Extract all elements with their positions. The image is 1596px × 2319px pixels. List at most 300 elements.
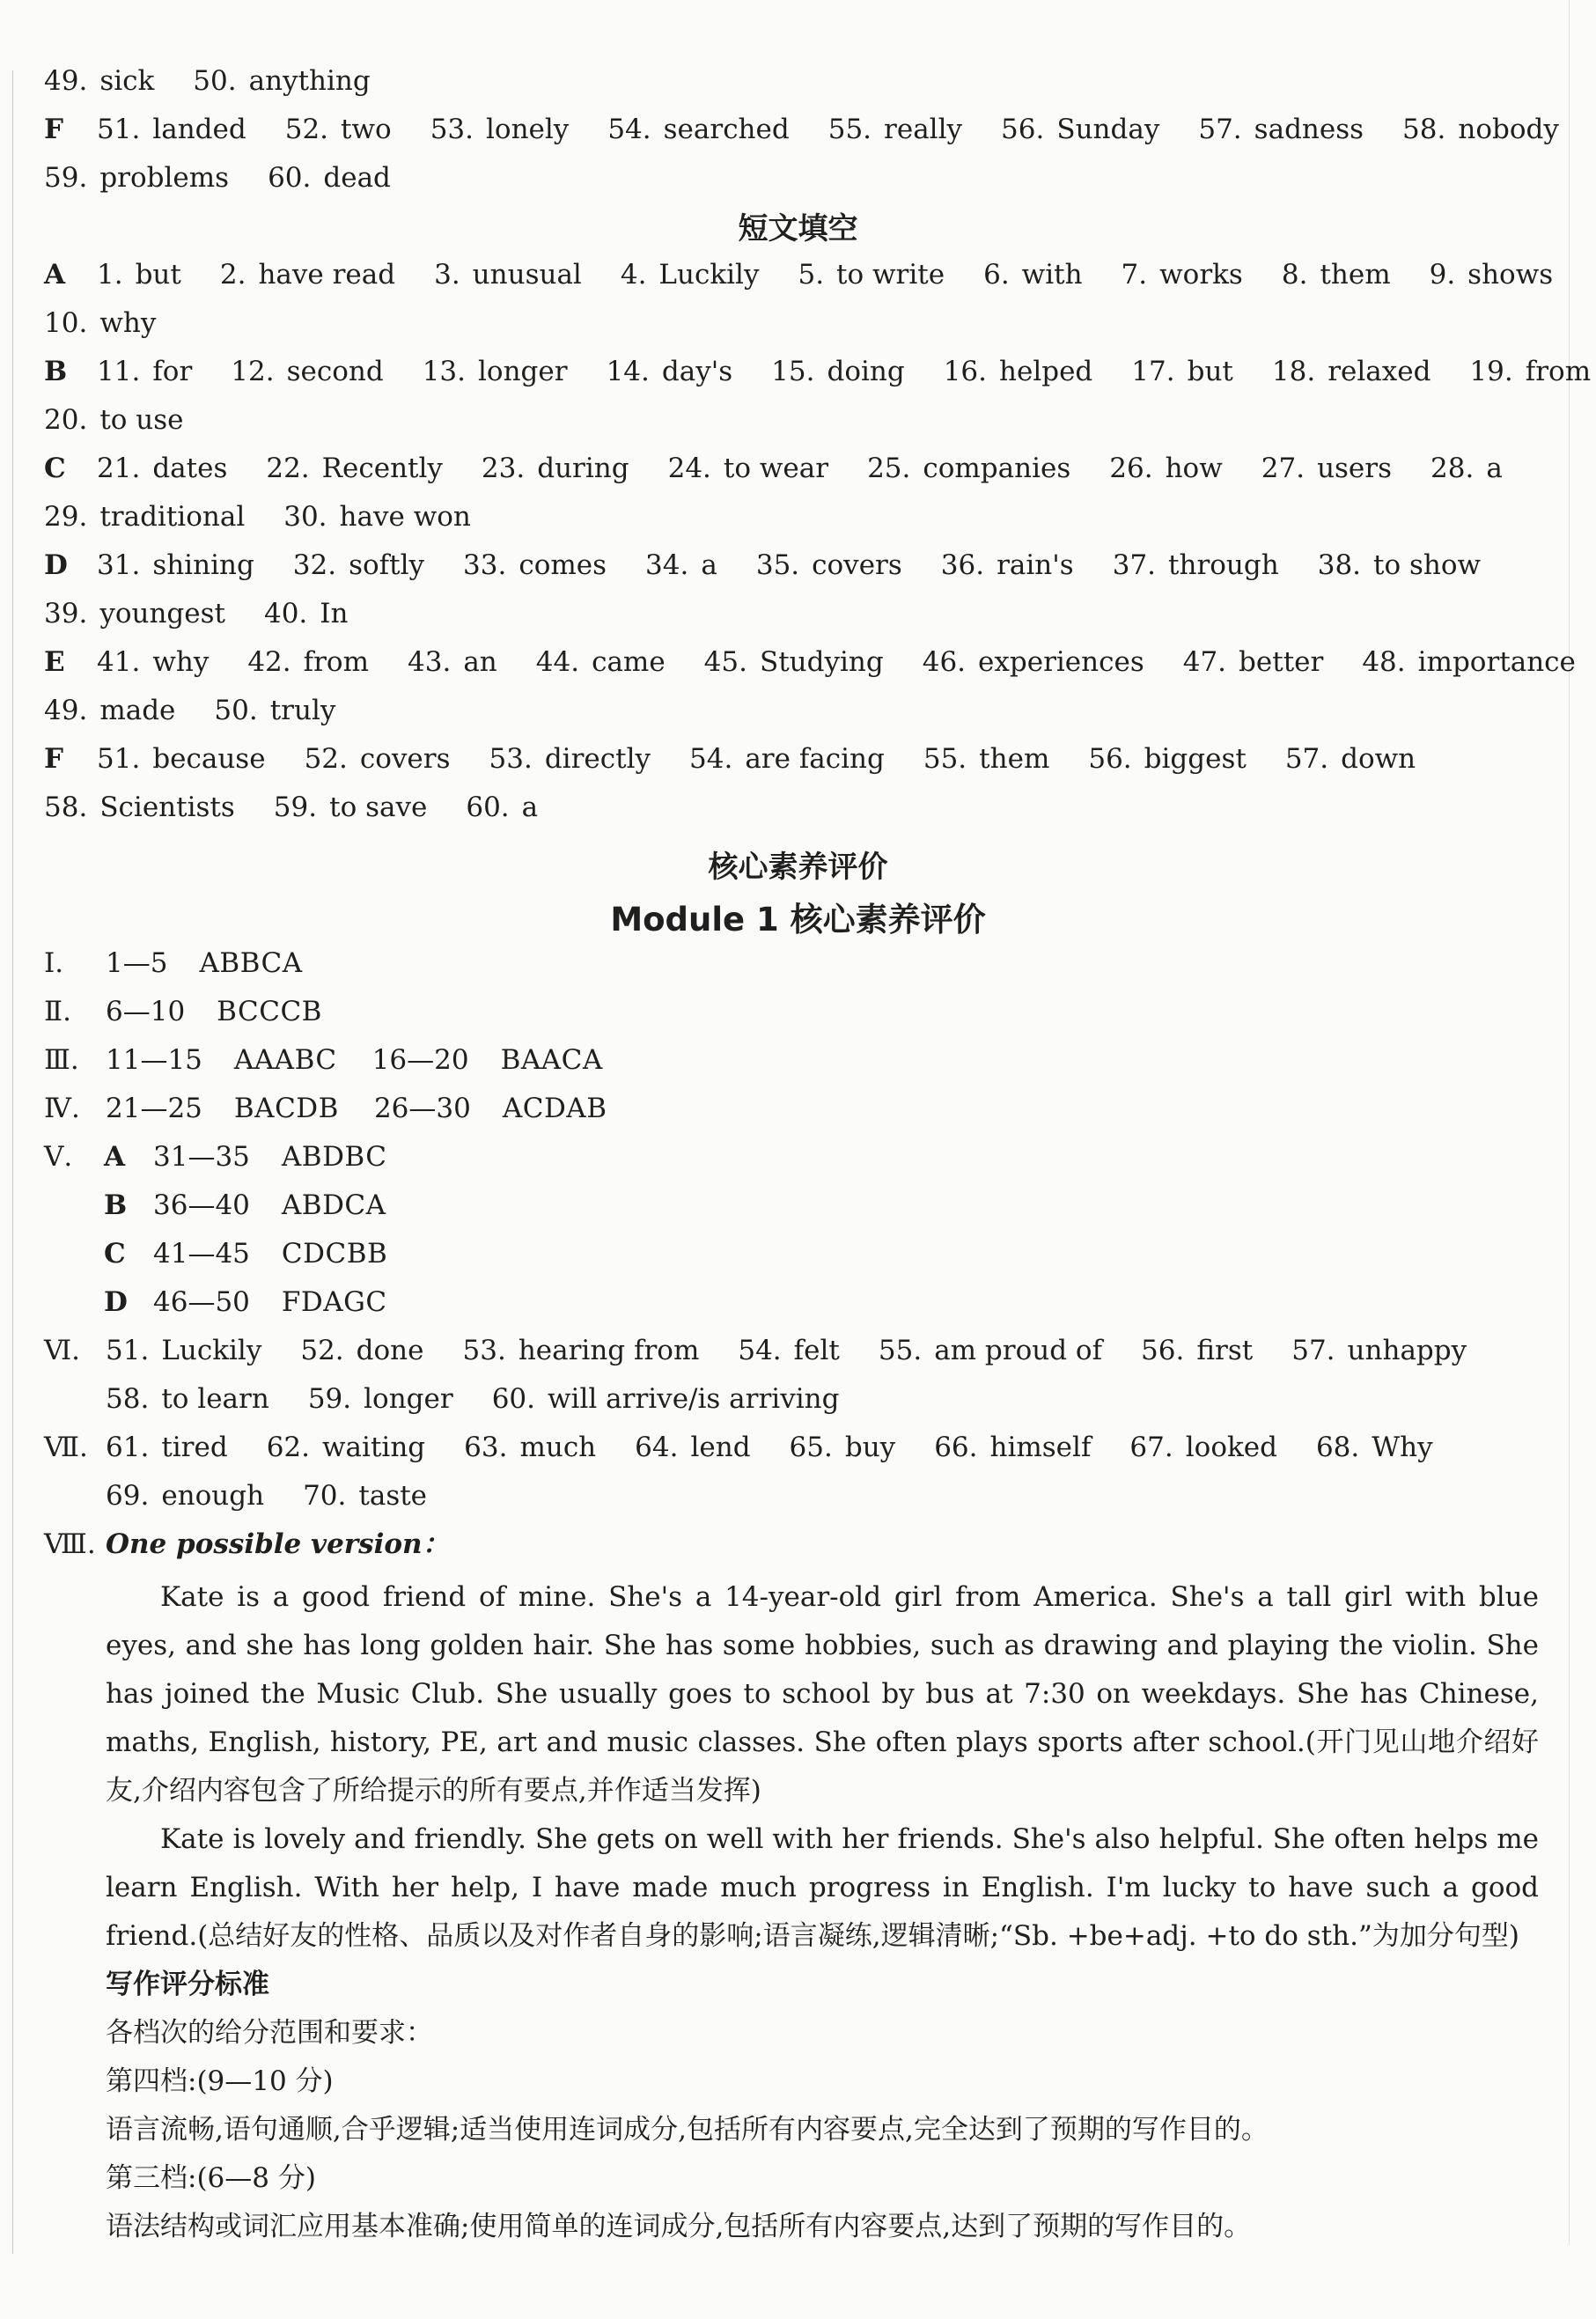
roman-numeral: Ⅲ. [44, 1044, 79, 1076]
question-number: 20. [44, 404, 88, 436]
answer-item [1198, 110, 1364, 149]
answer-text: to wear [723, 453, 829, 484]
answer-text: came [592, 646, 666, 678]
answer-item [268, 158, 391, 197]
section-letter: A [104, 1141, 126, 1173]
question-number: 19. [1469, 356, 1513, 387]
answer-text: Luckily [161, 1335, 262, 1366]
answer-item [44, 304, 156, 342]
question-number: 61. [106, 1432, 150, 1463]
answer-letters: ABBCA [199, 947, 303, 979]
answer-item [97, 110, 246, 149]
answer-item [464, 1428, 596, 1467]
answer-text: a [701, 549, 717, 581]
answer-item [106, 1380, 269, 1418]
question-range: 46—50 [153, 1286, 250, 1318]
answer-text: Luckily [658, 259, 760, 291]
answer-item [430, 110, 570, 149]
question-number: 2. [219, 259, 246, 291]
answer-item [704, 643, 884, 681]
tier4-description: 语言流畅,语句通顺,合乎逻辑;适当使用连词成分,包括所有内容要点,完全达到了预期的写作目的。 [106, 2114, 1269, 2146]
question-number: 50. [214, 695, 258, 726]
mc-row-iv [44, 1089, 642, 1128]
cloze-d-line1 [44, 546, 1519, 585]
question-number: 56. [1088, 743, 1132, 775]
question-number: 67. [1129, 1432, 1173, 1463]
mc-v-sub [104, 1283, 423, 1321]
answer-item [267, 1428, 425, 1467]
question-number: 29. [44, 501, 88, 533]
question-number: 57. [1284, 743, 1329, 775]
answer-text: waiting [322, 1432, 426, 1463]
answer-item [1318, 546, 1481, 585]
answer-text: will arrive/is arriving [548, 1383, 840, 1415]
answer-text: hearing from [518, 1335, 700, 1366]
tier3-title: 第三档:(6—8 分) [106, 2162, 316, 2194]
question-number: 53. [462, 1335, 506, 1366]
answer-item [621, 255, 760, 294]
cloze-c-line1 [44, 449, 1541, 488]
answer-text: traditional [99, 501, 246, 533]
answer-text: softly [349, 549, 425, 581]
cloze-b-line2 [44, 401, 223, 439]
question-number: 21. [97, 453, 141, 484]
answer-item [308, 1380, 453, 1418]
question-number: 41. [97, 646, 141, 678]
answer-item [635, 1428, 750, 1467]
answer-text: how [1165, 453, 1223, 484]
question-number: 37. [1112, 549, 1157, 581]
answer-item [923, 740, 1049, 778]
left-margin-rule [12, 70, 13, 2254]
question-number: 60. [268, 162, 312, 194]
question-number: 12. [231, 356, 275, 387]
answer-text: longer [364, 1383, 453, 1415]
question-number: 30. [283, 501, 327, 533]
vii-line1 [44, 1428, 1472, 1467]
question-number: 38. [1317, 549, 1362, 581]
answer-item [1469, 352, 1591, 391]
cloze-b-line1 [44, 352, 1596, 391]
answer-text: much [519, 1432, 597, 1463]
answer-row-f [44, 110, 1596, 149]
question-number: 53. [489, 743, 533, 775]
question-number: 39. [44, 598, 88, 629]
answer-item [944, 352, 1093, 391]
answer-letters: ABDBC [281, 1141, 387, 1173]
question-number: 22. [266, 453, 310, 484]
answer-text: covers [359, 743, 451, 775]
section-letter: C [104, 1238, 126, 1270]
question-range: 26—30 [373, 1093, 471, 1124]
question-number: 54. [689, 743, 733, 775]
answer-item [879, 1331, 1102, 1370]
answer-text: covers [812, 549, 902, 581]
answer-item [536, 643, 666, 681]
question-number: 49. [44, 65, 88, 97]
sample-label-colon: ： [422, 1528, 450, 1560]
answer-item [828, 110, 962, 149]
answer-text: anything [248, 65, 371, 97]
answer-text: through [1168, 549, 1279, 581]
answer-text: during [537, 453, 629, 484]
question-number: 54. [607, 114, 651, 145]
question-number: 57. [1291, 1335, 1335, 1366]
question-number: 56. [1001, 114, 1045, 145]
question-number: 66. [934, 1432, 978, 1463]
question-number: 1. [97, 259, 123, 291]
answer-text: enough [161, 1480, 265, 1512]
question-number: 50. [193, 65, 237, 97]
answer-letters: BAACA [500, 1044, 603, 1076]
answer-text: are facing [745, 743, 885, 775]
answer-text: but [1187, 356, 1233, 387]
answer-letters: BCCCB [217, 996, 322, 1027]
question-range: 11—15 [106, 1044, 202, 1076]
answer-item [285, 110, 392, 149]
answer-text: nobody [1458, 114, 1559, 145]
answer-text: tired [161, 1432, 228, 1463]
question-number: 18. [1271, 356, 1316, 387]
answer-text: Scientists [99, 791, 235, 823]
question-number: 54. [738, 1335, 782, 1366]
module-title: Module 1 核心素养评价 [610, 901, 986, 939]
section-heading-cloze: 短文填空 [738, 211, 858, 247]
answer-item [1282, 255, 1391, 294]
answer-text: sick [99, 65, 155, 97]
answer-text: them [979, 743, 1050, 775]
question-number: 3. [434, 259, 460, 291]
answer-text: an [463, 646, 497, 678]
question-number: 59. [44, 162, 88, 194]
answer-row [44, 158, 430, 197]
section-letter: D [44, 549, 68, 581]
section-letter: F [44, 743, 64, 775]
vi-line2 [106, 1380, 878, 1418]
answer-item [463, 1331, 700, 1370]
question-number: 51. [97, 114, 141, 145]
answer-text: with [1021, 259, 1083, 291]
answer-letters: CDCBB [281, 1238, 388, 1270]
question-number: 27. [1261, 453, 1305, 484]
answer-text: youngest [99, 598, 225, 629]
answer-text: lonely [486, 114, 570, 145]
answer-item [305, 740, 451, 778]
question-number: 68. [1315, 1432, 1360, 1463]
answer-text: dead [323, 162, 391, 194]
answer-item [463, 546, 607, 585]
roman-numeral: Ⅴ. [44, 1141, 73, 1173]
answer-text: why [99, 307, 157, 339]
answer-item [492, 1380, 840, 1418]
cloze-a-line2 [44, 304, 195, 342]
answer-text: searched [663, 114, 790, 145]
question-number: 48. [1362, 646, 1406, 678]
tier4-title: 第四档:(9—10 分) [106, 2065, 334, 2097]
answer-text: rain's [997, 549, 1074, 581]
answer-item [934, 1428, 1091, 1467]
question-number: 16. [943, 356, 988, 387]
question-number: 31. [97, 549, 141, 581]
answer-text: shows [1467, 259, 1554, 291]
scoring-title: 写作评分标准 [106, 1969, 269, 2000]
answer-text: to write [836, 259, 945, 291]
question-number: 57. [1198, 114, 1242, 145]
question-number: 51. [106, 1335, 150, 1366]
question-number: 4. [620, 259, 647, 291]
mc-v-sub [104, 1234, 423, 1273]
answer-item [106, 1331, 261, 1370]
answer-text: to show [1373, 549, 1482, 581]
answer-text: first [1196, 1335, 1254, 1366]
question-number: 43. [408, 646, 452, 678]
question-number: 52. [304, 743, 348, 775]
answer-item [434, 255, 582, 294]
answer-text: himself [989, 1432, 1092, 1463]
answer-text: comes [519, 549, 607, 581]
answer-text: experiences [978, 646, 1144, 678]
answer-text: have won [339, 501, 471, 533]
answer-item [1001, 110, 1159, 149]
answer-letters: ABDCA [281, 1189, 386, 1221]
question-number: 36. [940, 549, 985, 581]
question-range: 21—25 [106, 1093, 202, 1124]
question-number: 14. [606, 356, 650, 387]
question-number: 40. [263, 598, 308, 629]
question-number: 52. [300, 1335, 344, 1366]
question-number: 35. [755, 549, 800, 581]
answer-text: looked [1185, 1432, 1277, 1463]
question-number: 13. [422, 356, 466, 387]
answer-text: relaxed [1328, 356, 1431, 387]
answer-item [106, 1428, 228, 1467]
answer-item [1131, 352, 1233, 391]
answer-text: lend [690, 1432, 751, 1463]
answer-text: problems [99, 162, 230, 194]
answer-item [193, 62, 370, 100]
answer-item [1261, 449, 1392, 488]
question-number: 55. [878, 1335, 923, 1366]
question-range: 6—10 [106, 996, 186, 1027]
question-number: 64. [635, 1432, 679, 1463]
answer-text: from [303, 646, 369, 678]
answer-text: two [341, 114, 392, 145]
answer-text: buy [844, 1432, 896, 1463]
answer-text: shining [152, 549, 254, 581]
answer-text: down [1341, 743, 1416, 775]
answer-text: biggest [1144, 743, 1247, 775]
answer-item [1272, 352, 1431, 391]
question-range: 31—35 [153, 1141, 250, 1173]
viii-header [44, 1525, 450, 1564]
answer-item [44, 594, 225, 633]
answer-text: done [356, 1335, 424, 1366]
answer-item [798, 255, 945, 294]
sample-paragraph-2: Kate is lovely and friendly. She gets on well with her friends. She's also helpful. She often helps me learn English. With her help, I have made much progress in English. I'm lucky to have such a good friend.(总结好友的性格、品质以及对作者自身的影响;语言凝练,逻辑清晰;“Sb. +be+adj. +to do sth.”为加分句型) [106, 1823, 1539, 1952]
question-number: 33. [463, 549, 507, 581]
section-letter: C [44, 453, 66, 484]
answer-item [1122, 255, 1243, 294]
question-number: 34. [645, 549, 689, 581]
answer-item [607, 352, 733, 391]
question-number: 26. [1109, 453, 1153, 484]
answer-text: a [1486, 453, 1503, 484]
answer-text: from [1525, 356, 1592, 387]
question-range: 16—20 [371, 1044, 469, 1076]
answer-text: a [521, 791, 539, 823]
cloze-e-line2 [44, 691, 374, 730]
question-number: 55. [923, 743, 967, 775]
question-number: 8. [1281, 259, 1308, 291]
vii-line2 [106, 1476, 466, 1515]
question-number: 42. [247, 646, 291, 678]
answer-item [274, 788, 428, 827]
roman-numeral: Ⅷ. [44, 1528, 96, 1560]
answer-item [214, 691, 335, 730]
sample-label: One possible version [106, 1528, 423, 1560]
answer-item [1285, 740, 1416, 778]
answer-item [303, 1476, 427, 1515]
cloze-a-line1 [44, 255, 1592, 294]
answer-item [790, 1428, 896, 1467]
answer-text: unhappy [1347, 1335, 1467, 1366]
question-number: 5. [798, 259, 825, 291]
answer-item [44, 497, 245, 536]
question-number: 51. [97, 743, 141, 775]
mc-v-sub [104, 1186, 422, 1225]
question-number: 56. [1141, 1335, 1185, 1366]
question-number: 65. [789, 1432, 833, 1463]
answer-text: better [1239, 646, 1324, 678]
question-number: 23. [481, 453, 526, 484]
scoring-intro: 各档次的给分范围和要求： [106, 2017, 433, 2049]
answer-text: directly [544, 743, 651, 775]
mc-row-v [44, 1137, 106, 1176]
question-number: 9. [1429, 259, 1456, 291]
answer-item [97, 352, 192, 391]
question-number: 59. [273, 791, 318, 823]
answer-item [1362, 643, 1576, 681]
roman-numeral: Ⅳ. [44, 1093, 80, 1124]
question-number: 25. [867, 453, 911, 484]
answer-item [923, 643, 1144, 681]
answer-item [293, 546, 424, 585]
roman-numeral: Ⅱ. [44, 996, 71, 1027]
section-letter: B [44, 356, 68, 387]
sample-paragraph-1: Kate is a good friend of mine. She's a 14-year-old girl from America. She's a tall girl with blue eyes, and she has long golden hair. She has some hobbies, such as drawing and playing the violin. She has joined the Music Club. She usually goes to school by bus at 7:30 on weekdays. She has Chinese, maths, English, history, PE, art and music classes. She often plays sports after school.(开门见山地介绍好友,介绍内容包含了所给提示的所有要点,并作适当发挥) [106, 1581, 1539, 1807]
answer-item [1183, 643, 1324, 681]
answer-item [867, 449, 1070, 488]
mc-row-iii [44, 1041, 638, 1079]
question-number: 60. [491, 1383, 536, 1415]
answer-item [97, 546, 254, 585]
cloze-d-line2 [44, 594, 387, 633]
answer-text: truly [269, 695, 336, 726]
answer-item [266, 449, 443, 488]
answer-item [941, 546, 1074, 585]
answer-item [220, 255, 395, 294]
answer-text: In [320, 598, 349, 629]
answer-letters: ACDAB [502, 1093, 607, 1124]
question-number: 58. [106, 1383, 150, 1415]
answer-text: to learn [161, 1383, 269, 1415]
answer-item [97, 255, 181, 294]
question-number: 58. [44, 791, 88, 823]
question-number: 7. [1121, 259, 1148, 291]
answer-item [408, 643, 497, 681]
section-letter: A [44, 259, 66, 291]
answer-text: dates [152, 453, 228, 484]
cloze-c-line2 [44, 497, 510, 536]
question-number: 70. [303, 1480, 347, 1512]
question-number: 15. [771, 356, 815, 387]
mc-row-ii [44, 992, 357, 1031]
answer-item [97, 740, 266, 778]
answer-item [482, 449, 629, 488]
answer-item [44, 158, 229, 197]
answer-text: have read [258, 259, 396, 291]
answer-text: taste [358, 1480, 428, 1512]
question-range: 41—45 [153, 1238, 250, 1270]
answer-text: landed [152, 114, 246, 145]
question-range: 1—5 [106, 947, 168, 979]
answer-text: users [1317, 453, 1393, 484]
answer-item [1129, 1428, 1277, 1467]
question-number: 17. [1131, 356, 1175, 387]
answer-letters: AAABC [233, 1044, 337, 1076]
answer-item [668, 449, 828, 488]
answer-item [689, 740, 885, 778]
section-letter: B [104, 1189, 128, 1221]
answer-item [466, 788, 538, 827]
answer-item [1113, 546, 1279, 585]
answer-item [607, 110, 789, 149]
question-number: 62. [266, 1432, 311, 1463]
section-letter: E [44, 646, 65, 678]
answer-item [106, 1476, 264, 1515]
answer-item [97, 449, 227, 488]
question-number: 58. [1402, 114, 1446, 145]
answer-item [423, 352, 568, 391]
answer-item [756, 546, 902, 585]
answer-item [1431, 449, 1503, 488]
answer-text: importance [1417, 646, 1576, 678]
answer-text: to save [329, 791, 428, 823]
answer-text: felt [793, 1335, 840, 1366]
answer-item [97, 643, 209, 681]
vi-line1 [44, 1331, 1505, 1370]
answer-text: works [1159, 259, 1243, 291]
question-number: 32. [292, 549, 337, 581]
section-letter: F [44, 114, 64, 145]
answer-text: sadness [1254, 114, 1364, 145]
right-margin-rule [1569, 0, 1570, 2245]
question-number: 49. [44, 695, 88, 726]
answer-text: really [884, 114, 963, 145]
answer-text: Why [1372, 1432, 1433, 1463]
question-number: 59. [307, 1383, 352, 1415]
answer-text: helped [999, 356, 1093, 387]
question-number: 53. [430, 114, 474, 145]
answer-item [1109, 449, 1222, 488]
section-heading-core: 核心素养评价 [708, 850, 888, 885]
answer-item [44, 691, 175, 730]
roman-numeral: Ⅰ. [44, 947, 64, 979]
cloze-e-line1 [44, 643, 1596, 681]
answer-text: why [152, 646, 210, 678]
answer-text: because [152, 743, 266, 775]
answer-letters: BACDB [233, 1093, 339, 1124]
